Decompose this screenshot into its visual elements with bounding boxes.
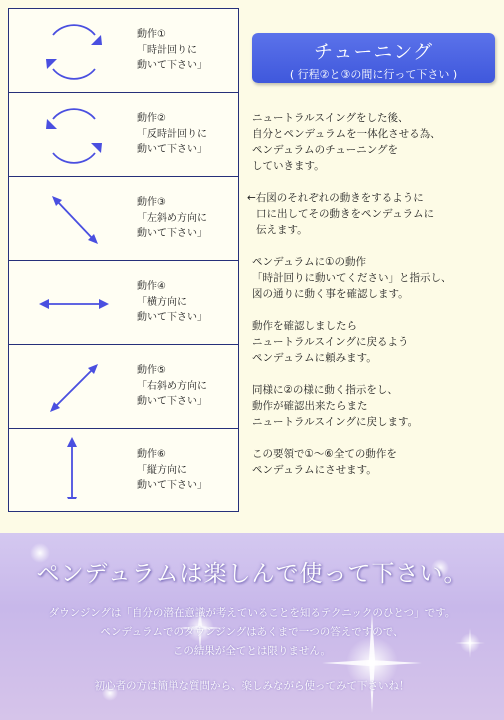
banner-text-4: 初心者の方は簡単な質問から、楽しみながら使ってみて下さいね！ (94, 680, 410, 692)
action-grid (8, 8, 239, 512)
banner-text-1: ダウンジングは「自分の潜在意識が考えていることを知るテクニックのひとつ」です。 (48, 607, 456, 619)
action-text-2: 動いて下さい」 (137, 228, 207, 239)
paragraph-2 (247, 190, 500, 238)
action-text-2: 動いて下さい」 (137, 312, 207, 323)
action-cell-1 (9, 9, 238, 93)
text-line: ペンデュラムに頼みます。 (252, 352, 377, 364)
action-text-2: 動いて下さい」 (137, 60, 207, 71)
banner-text-2: ペンデュラムでのダウンジングはあくまで一つの答えですので、 (100, 626, 404, 638)
action-text-2: 動いて下さい」 (137, 144, 207, 155)
action-text-2: 動いて下さい」 (137, 480, 207, 491)
tuning-heading (252, 33, 495, 83)
action-text-2: 動いて下さい」 (137, 396, 207, 407)
action-text-1: 「時計回りに (137, 44, 197, 56)
paragraph-5 (252, 382, 500, 430)
vertical-double-arrow-icon (29, 437, 119, 499)
paragraph-6 (252, 446, 500, 478)
text-line: 自分とペンデュラムを一体化させる為、 (252, 128, 441, 140)
right-diagonal-double-arrow-icon (29, 357, 119, 419)
action-name: 動作⑥ (137, 449, 166, 460)
action-name: 動作② (137, 113, 166, 124)
text-line: ペンデュラムに①の動作 (252, 256, 366, 268)
text-line: 同様に②の様に動く指示をし、 (252, 384, 398, 396)
heading-subtitle: ( 行程②と③の間に行って下さい ) (289, 68, 458, 81)
action-name: 動作③ (137, 197, 166, 208)
heading-title: チューニング (313, 41, 434, 63)
action-text-1: 「縦方向に (137, 464, 187, 476)
banner-section (0, 533, 504, 720)
action-text-1: 「右斜め方向に (137, 380, 207, 392)
paragraph-4 (252, 318, 500, 366)
paragraph-1 (252, 110, 500, 174)
banner-text-3: この結果が全てとは限りません。 (172, 645, 332, 657)
text-line: ニュートラルスイングをした後、 (252, 112, 409, 124)
left-diagonal-double-arrow-icon (29, 189, 119, 251)
action-name: 動作① (137, 29, 166, 40)
action-text-1: 「横方向に (137, 296, 187, 308)
action-cell-6 (9, 429, 238, 513)
paragraph-3 (252, 254, 500, 302)
text-line: ニュートラルスイングに戻るよう (252, 336, 409, 348)
counterclockwise-circle-arrows-icon (29, 105, 119, 167)
action-name: 動作⑤ (137, 365, 166, 376)
text-line: 図の通りに動く事を確認します。 (252, 288, 409, 300)
text-line: 動作が確認出来たらまた (252, 400, 368, 412)
text-line: ペンデュラムにさせます。 (252, 464, 377, 476)
clockwise-circle-arrows-icon (29, 21, 119, 83)
text-line: ニュートラルスイングに戻します。 (252, 416, 419, 428)
text-line: この要領で①～⑥全ての動作を (252, 448, 397, 460)
action-cell-3 (9, 177, 238, 261)
action-text-1: 「左斜め方向に (137, 212, 207, 224)
action-name: 動作④ (137, 281, 166, 292)
text-line: していきます。 (252, 160, 325, 172)
action-cell-4 (9, 261, 238, 345)
text-line: 口に出してその動きをペンデュラムに (256, 208, 435, 220)
banner-title: ペンデュラムは楽しんで使って下さい。 (36, 561, 468, 587)
text-line: ←右図のそれぞれの動きをするように (247, 192, 424, 204)
text-line: ペンデュラムのチューニングを (252, 144, 399, 156)
instruction-text (247, 110, 500, 494)
action-cell-2 (9, 93, 238, 177)
text-line: 伝えます。 (256, 224, 308, 236)
action-cell-5 (9, 345, 238, 429)
text-line: 動作を確認しましたら (252, 320, 357, 332)
action-text-1: 「反時計回りに (137, 128, 207, 140)
text-line: 「時計回りに動いてください」と指示し、 (252, 272, 452, 284)
horizontal-double-arrow-icon (29, 273, 119, 335)
